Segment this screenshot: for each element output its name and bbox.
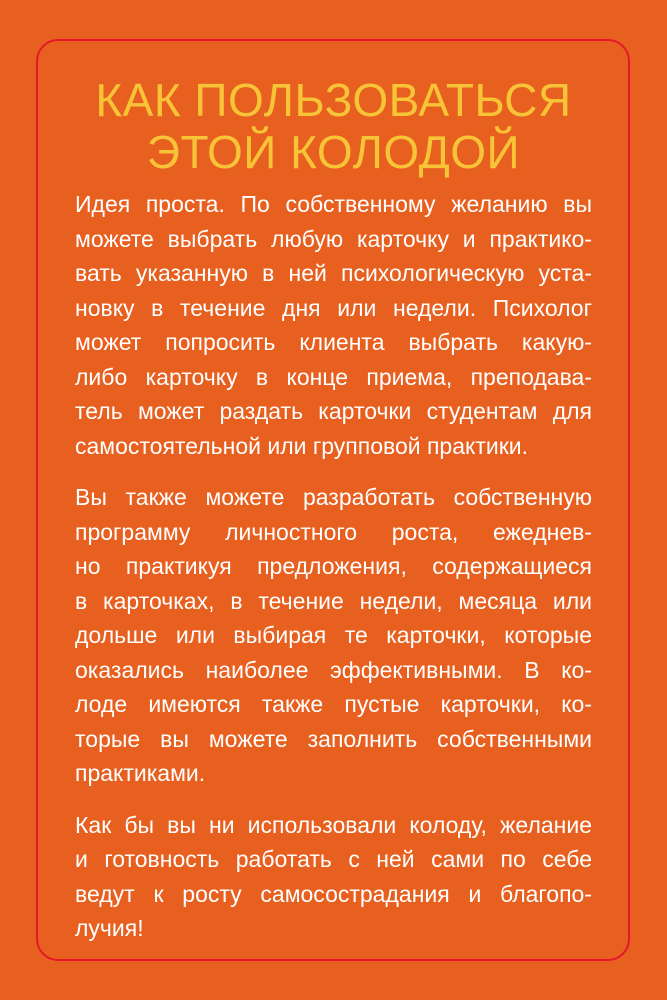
title-line-1: КАК ПОЛЬЗОВАТЬСЯ: [95, 74, 572, 126]
paragraph-1: [75, 187, 592, 463]
text-line: и готовность работать с ней сами по себе: [75, 846, 592, 872]
text-line: новку в течение дня или недели. Психолог: [75, 294, 592, 321]
text-line: Вы также можете разработать собственную: [75, 484, 592, 510]
paragraph-2: [75, 480, 592, 791]
text-line: лучия!: [75, 915, 144, 941]
body-text: [75, 187, 592, 946]
text-line: Как бы вы ни использовали колоду, желание: [75, 811, 592, 838]
text-line: самостоятельной или групповой практики.: [75, 432, 529, 459]
text-line: ведут к росту самосострадания и благопо-: [75, 880, 592, 907]
text-line: но практикуя предложения, содержащиеся: [75, 553, 592, 579]
text-line: программу личностного роста, ежеднев-: [75, 518, 592, 545]
text-line: можете выбрать любую карточку и практико-: [75, 225, 592, 252]
text-line: лоде имеются также пустые карточки, ко-: [75, 691, 592, 717]
title-line-2: ЭТОЙ КОЛОДОЙ: [146, 126, 521, 178]
text-line: практиками.: [75, 760, 206, 786]
text-line: торые вы можете заполнить собственными: [75, 725, 592, 752]
text-line: Идея проста. По собственному желанию вы: [75, 191, 592, 217]
paragraph-3: [75, 808, 592, 946]
text-line: в карточках, в течение недели, месяца или: [75, 587, 592, 614]
page-title: [0, 74, 667, 178]
text-line: вать указанную в ней психологическую уста-: [75, 260, 592, 286]
text-line: либо карточку в конце приема, преподава-: [75, 363, 592, 390]
text-line: оказались наиболее эффективными. В ко-: [75, 656, 592, 683]
text-line: может попросить клиента выбрать какую-: [75, 329, 592, 355]
text-line: дольше или выбирая те карточки, которые: [75, 622, 592, 648]
text-line: тель может раздать карточки студентам для: [75, 398, 592, 424]
